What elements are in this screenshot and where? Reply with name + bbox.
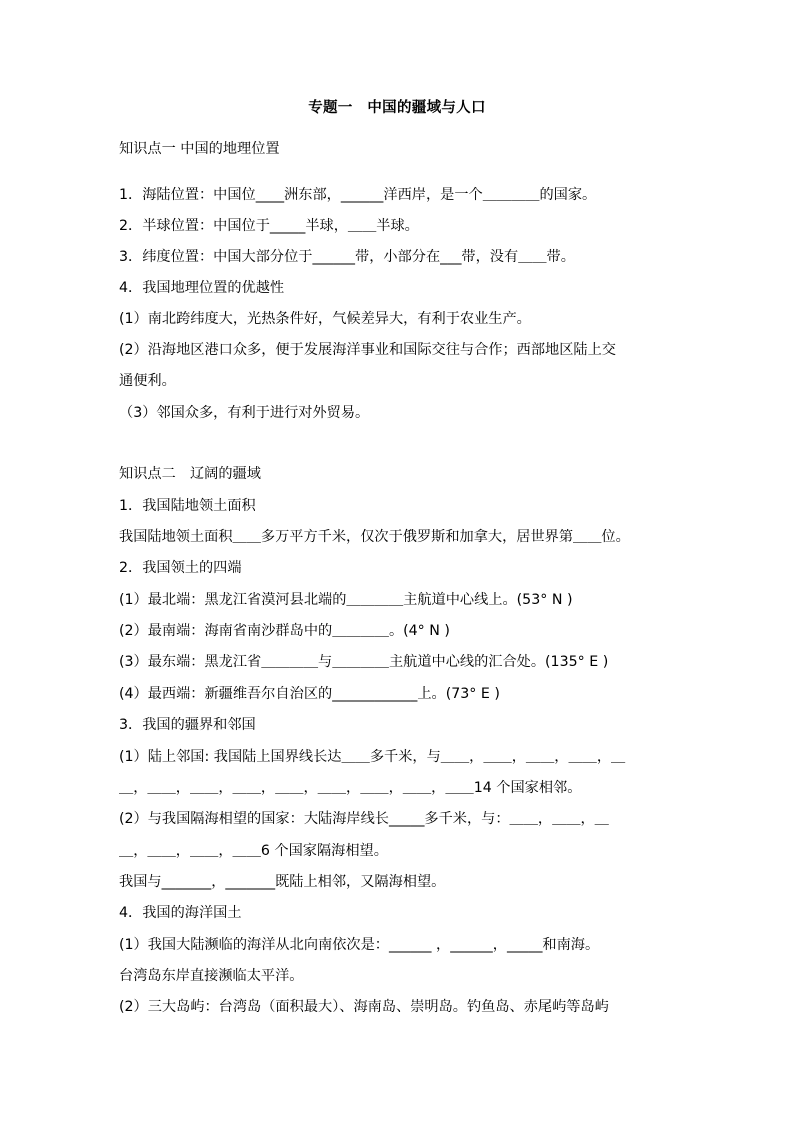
section2-item: 4．我国的海洋国土 [119,905,242,921]
section2-item: (1）陆上邻国: 我国陆上国界线长达＿＿多千米，与＿＿，＿＿，＿＿，＿＿，＿ [119,749,626,765]
section2-item: 台湾岛东岸直接濒临太平洋。 [119,968,304,984]
section2-item: ＿，＿＿，＿＿，＿＿，＿＿，＿＿，＿＿，＿＿，＿＿14 个国家相邻。 [119,780,582,796]
section2-item: (2）最南端：海南省南沙群岛中的＿＿＿＿。(4° N ) [119,623,450,639]
document-title: 专题一 中国的疆域与人口 [308,100,486,116]
section2-item: (2）与我国隔海相望的国家：大陆海岸线长_____多千米，与：＿＿，＿＿，＿ [119,811,609,827]
section1-item: 4．我国地理位置的优越性 [119,280,285,296]
section2-item: 我国与_______，_______既陆上相邻，又隔海相望。 [119,874,446,890]
section2-item: (3）最东端：黑龙江省＿＿＿＿与＿＿＿＿主航道中心线的汇合处。(135° E ) [119,654,609,670]
section1-item: 1．海陆位置：中国位____洲东部，______洋西岸，是一个＿＿＿＿的国家。 [119,187,597,203]
section2-item: 3．我国的疆界和邻国 [119,717,256,733]
section2-item: (4）最西端：新疆维吾尔自治区的____________上。(73° E ) [119,686,500,702]
section2-item: (2）三大岛屿：台湾岛（面积最大）、海南岛、崇明岛。钓鱼岛、赤尾屿等岛屿 [119,999,609,1015]
section1-item: (2）沿海地区港口众多，便于发展海洋事业和国际交往与合作；西部地区陆上交 [119,342,616,358]
section2-item: (1）最北端：黑龙江省漠河县北端的＿＿＿＿主航道中心线上。(53° N ) [119,592,573,608]
section1-item: 3．纬度位置：中国大部分位于______带，小部分在___带，没有＿＿带。 [119,249,575,265]
section2-item: (1）我国大陆濒临的海洋从北向南依次是：______ ，______，_____和南海。 [119,937,600,953]
section2-item: ＿，＿＿，＿＿，＿＿6 个国家隔海相望。 [119,843,388,859]
section2-item: 2．我国领土的四端 [119,560,242,576]
section1-item: 2．半球位置：中国位于_____半球，＿＿半球。 [119,218,419,234]
section1-item: 通便利。 [119,373,176,389]
section1-heading: 知识点一 中国的地理位置 [119,141,280,157]
section2-heading: 知识点二 辽阔的疆域 [119,466,261,482]
section1-item: （3）邻国众多，有利于进行对外贸易。 [119,405,370,421]
section2-item: 我国陆地领土面积＿＿多万平方千米，仅次于俄罗斯和加拿大，居世界第＿＿位。 [119,529,630,545]
section2-item: 1．我国陆地领土面积 [119,498,256,514]
section1-item: (1）南北跨纬度大，光热条件好，气候差异大，有利于农业生产。 [119,311,531,327]
